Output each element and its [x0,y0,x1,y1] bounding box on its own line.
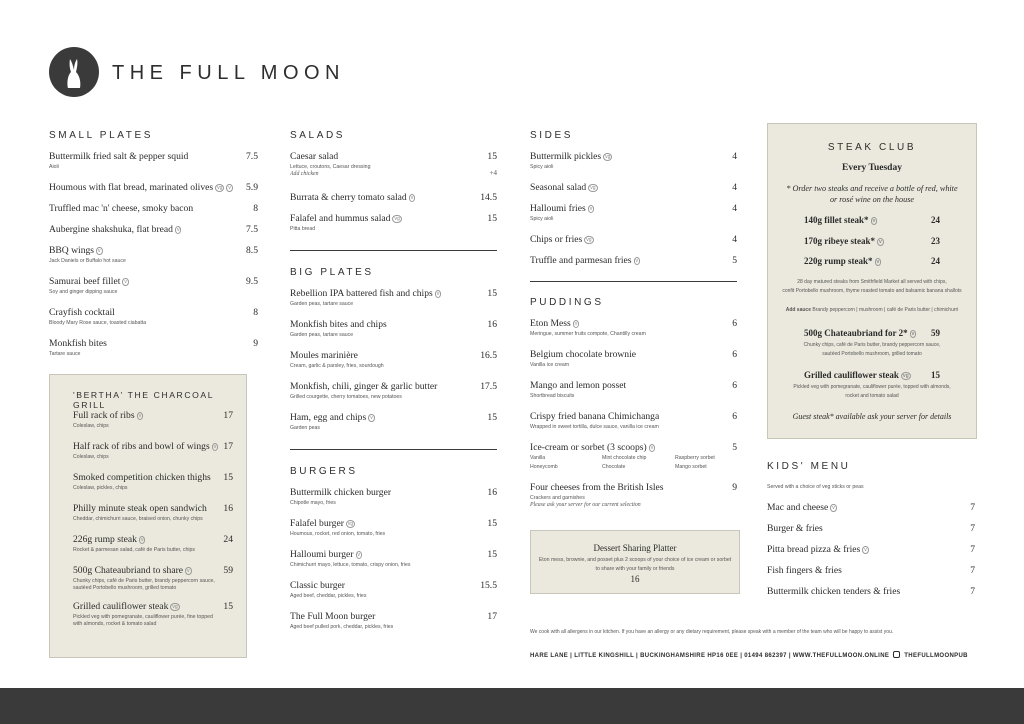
menu-item: Eton Mess v 6 Meringue, summer fruits compote, Chantilly cream [530,318,737,337]
vegan-icon: vg [590,185,596,191]
menu-item: Pitta bread pizza & fries v 7 [767,544,975,555]
vegan-icon: vg [394,216,400,222]
dietary-icon: v [140,537,144,543]
vegetarian-icon: v [228,185,231,191]
steak-club-subtitle: Every Tuesday [842,163,902,173]
menu-item: Crispy fried banana Chimichanga 6 Wrapped in sweet tortilla, dulce sauce, vanilla ice cream [530,411,737,430]
steak-club-title: STEAK CLUB [827,142,917,153]
section-title-grill: 'BERTHA' THE CHARCOAL GRILL [73,390,214,410]
menu-item: Caesar salad 15 Lettuce, croutons, Caesar dressing Add chicken +4 [290,151,497,177]
section-title-burgers: BURGERS [290,466,358,477]
steak-desc: sautéed Portobello mushroom, grilled tomato [822,351,922,357]
dietary-icon: v [911,331,915,337]
menu-item: BBQ wings v 8.5 Jack Daniels or Buffalo hot sauce [49,245,258,264]
menu-item: Aubergine shakshuka, flat bread v 7.5 [49,224,258,235]
allergen-note: We cook with all allergens in our kitchen. If you have an allergy or any dietary requirement, please speak with a member of the team who will be happy to assist you. [530,629,894,635]
grill-list [73,410,233,632]
menu-item: Smoked competition chicken thighs 15 Coleslaw, pickles, chips [73,472,233,491]
menu-item: Falafel and hummus salad vg 15 Pitta bread [290,213,497,232]
vegetarian-icon: v [635,258,639,264]
menu-item: 226g rump steak v 24 Rocket & parmesan salad, café de Paris butter, chips [73,534,233,553]
steak-note: 28 day matured steaks from Smithfield Market all served with chips, [797,279,947,285]
menu-item: Burrata & cherry tomato salad v 14.5 [290,192,497,203]
vegan-icon: vg [902,373,909,379]
dietary-icon: v [436,291,440,297]
vegetarian-icon: v [357,552,361,558]
section-title-small-plates: SMALL PLATES [49,130,154,141]
brand-name: THE FULL MOON [112,62,345,84]
charcoal-grill-box [49,374,247,658]
menu-item: Buttermilk pickles vg 4 Spicy aioli [530,151,737,170]
dietary-icon: v [213,444,217,450]
menu-item: Buttermilk fried salt & pepper squid 7.5 Aioli [49,151,258,170]
vegan-icon: vg [347,521,354,527]
steak-club-offer: * Order two steaks and receive a bottle of red, white [786,184,958,193]
menu-item: Chips or fries vg 4 [530,234,737,245]
menu-item: Rebellion IPA battered fish and chips v 15 Garden peas, tartare sauce [290,288,497,307]
vegetarian-icon: v [589,206,593,212]
burgers-list [290,487,497,642]
kids-subtitle: Served with a choice of veg sticks or peas [767,484,864,490]
vegetarian-icon: v [864,547,867,553]
menu-item: Half rack of ribs and bowl of wings v 17 Coleslaw, chips [73,441,233,460]
vegan-icon: vg [172,604,178,610]
social-handle[interactable]: THEFULLMOONPUB [904,653,968,659]
menu-item: Mac and cheese v 7 [767,502,975,513]
dietary-icon: v [138,413,142,419]
menu-item: Buttermilk chicken burger 16 Chipotle mayo, fries [290,487,497,506]
footer-bar [0,688,1024,724]
menu-item: Falafel burger vg 15 Houmous, rocket, red onion, tomato, fries [290,518,497,537]
dietary-icon: v [872,218,876,224]
dietary-icon: v [876,259,880,265]
instagram-icon[interactable] [893,651,900,658]
small-plates-list [49,151,258,369]
big-plates-list [290,288,497,443]
add-sauce: Add sauce Brandy peppercorn | mushroom | café de Paris butter | chimichurri [785,307,959,313]
steak-club-box: STEAK CLUB Every Tuesday * Order two steaks and receive a bottle of red, white or rosé wine on the house 140g fillet steak* v 24 170g ribeye steak* v 23 220g rump steak* v 24 28 day matured steaks from Smithfield Market all served with chips, confit Portobello mushroom, thyme roasted tomato and balsamic banana shallots Add sauce Brandy peppercorn | mushroom | café de Paris butter | chimichurri 500g Chateaubriand for 2* v 59 Chunky chips, café de Paris butter, brandy peppercorn sauce, sautéed Portobello mushroom, grilled tomato Grilled cauliflower steak vg 15 Pickled veg with pomegranate, cauliflower purée, topped with almonds, rocket and tomato salad Guest steak* available ask your server for details [767,123,977,439]
menu-item: Halloumi burger v 15 Chimichurri mayo, lettuce, tomato, crispy onion, fries [290,549,497,568]
vegetarian-icon: v [410,195,414,201]
dietary-icon: v [187,568,190,574]
steak-desc: Chunky chips, café de Paris butter, brandy peppercorn sauce, [803,342,941,348]
menu-item: Truffled mac 'n' cheese, smoky bacon 8 [49,203,258,214]
dietary-icon: v [98,248,101,254]
menu-item: Philly minute steak open sandwich 16 Cheddar, chimichurri sauce, braised onion, chunky chips [73,503,233,522]
vegan-icon: vg [605,154,611,160]
platter-desc: Eton mess, brownie, and posset plus 2 scoops of your choice of ice cream or sorbet [538,557,732,563]
menu-item: Grilled cauliflower steak vg 15 Pickled veg with pomegranate, cauliflower purée, fine topped with almonds, rocket & tomato salad [73,601,233,627]
menu-item: Monkfish bites 9 Tartare sauce [49,338,258,357]
menu-item: Samurai beef fillet v 9.5 Soy and ginger dipping sauce [49,276,258,295]
platter-price: 16 [630,574,640,584]
menu-item: Ice-cream or sorbet (3 scoops) v 5 Vanilla Mint chocolate chip Raspberry sorbet Honeycomb Chocolate Mango sorbet [530,442,737,470]
menu-item: Monkfish bites and chips 16 Garden peas, tartare sauce [290,319,497,338]
vegetarian-icon: v [176,227,180,233]
dietary-icon: v [574,321,578,327]
dietary-icon: v [879,239,882,245]
steak-desc: Pickled veg with pomegranate, cauliflower purée, topped with almonds, [793,384,951,390]
section-title-big-plates: BIG PLATES [290,267,374,278]
vegan-icon: vg [586,237,592,243]
section-divider [290,250,497,251]
kids-list [767,502,975,607]
dessert-platter-box [530,530,740,594]
rabbit-icon [49,47,99,97]
vegetarian-icon: v [832,505,835,511]
sides-list [530,151,737,276]
menu-item: Mango and lemon posset 6 Shortbread biscuits [530,380,737,399]
menu-item: 500g Chateaubriand to share v 59 Chunky chips, café de Paris butter, brandy peppercorn sauce, sautéed Portobello mushroom, grilled tomato [73,565,233,591]
dietary-icon: v [124,279,127,285]
menu-item: Monkfish, chili, ginger & garlic butter 17.5 Grilled courgette, cherry tomatoes, new potatoes [290,381,497,400]
menu-item: Truffle and parmesan fries v 5 [530,255,737,266]
section-title-sides: SIDES [530,130,574,141]
menu-item: Classic burger 15.5 Aged beef, cheddar, pickles, fries [290,580,497,599]
section-title-puddings: PUDDINGS [530,297,604,308]
section-title-salads: SALADS [290,130,346,141]
section-title-kids: KIDS' MENU [767,461,851,472]
menu-item: Buttermilk chicken tenders & fries 7 [767,586,975,597]
puddings-list [530,318,737,513]
guest-steak-note: Guest steak* available ask your server for details [792,412,952,421]
section-divider [530,281,737,282]
steak-note: confit Portobello mushroom, thyme roasted tomato and balsamic banana shallots [782,288,962,294]
menu-item: Four cheeses from the British Isles 9 Crackers and garnishes Please ask your server for our current selection [530,482,737,508]
menu-item: Belgium chocolate brownie 6 Vanilla ice cream [530,349,737,368]
menu-item: Ham, egg and chips v 15 Garden peas [290,412,497,431]
platter-desc: to share with your family or friends [595,566,675,572]
menu-item: Houmous with flat bread, marinated olives vg v 5.9 [49,182,258,193]
dietary-icon: v [650,445,654,451]
platter-title: Dessert Sharing Platter [593,543,677,553]
menu-item: Fish fingers & fries 7 [767,565,975,576]
steak-desc: rocket and tomato salad [845,393,899,399]
menu-item: The Full Moon burger 17 Aged beef pulled pork, cheddar, pickles, fries [290,611,497,630]
menu-item: Crayfish cocktail 8 Bloody Mary Rose sauce, toasted ciabatta [49,307,258,326]
menu-item: Seasonal salad vg 4 [530,182,737,193]
menu-item: Halloumi fries v 4 Spicy aioli [530,203,737,222]
menu-item: Full rack of ribs v 17 Coleslaw, chips [73,410,233,429]
steak-club-offer: or rosé wine on the house [829,195,915,204]
dietary-icon: v [370,415,373,421]
vegan-icon: vg [217,185,223,191]
section-divider [290,449,497,450]
menu-item: Burger & fries 7 [767,523,975,534]
salads-list [290,151,497,244]
logo-mark [49,47,99,97]
address-line: HARE LANE | LITTLE KINGSHILL | BUCKINGHAMSHIRE HP16 0EE | 01494 862397 | WWW.THEFULLMOON.ONLINE THEFULLMOONPUB [530,653,968,659]
menu-item: Moules marinière 16.5 Cream, garlic & parsley, fries, sourdough [290,350,497,369]
